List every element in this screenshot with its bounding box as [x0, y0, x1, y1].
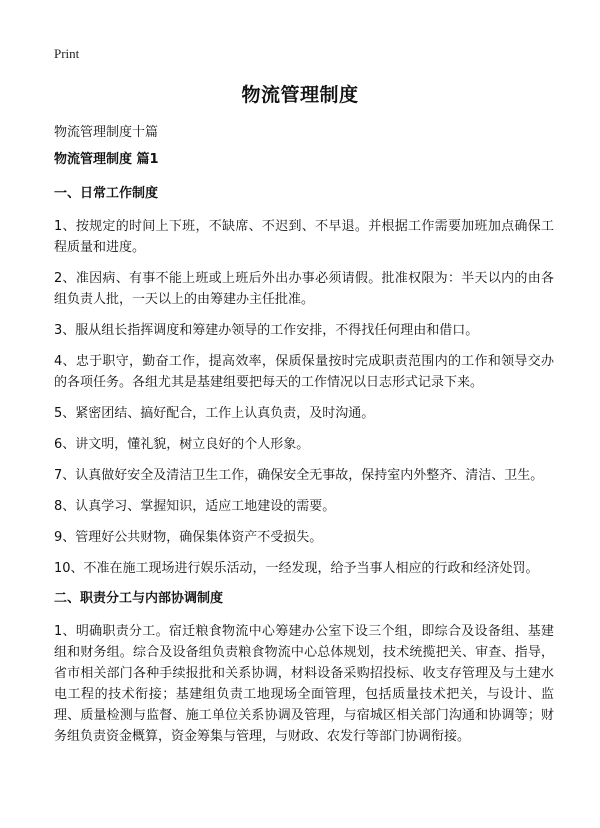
rule-item-3: 3、服从组长指挥调度和筹建办领导的工作安排，不得找任何理由和借口。 [54, 323, 479, 338]
document-subtitle: 物流管理制度十篇 [54, 125, 159, 140]
rule-item-9: 9、管理好公共财物，确保集体资产不受损失。 [54, 530, 323, 545]
rule-item-6: 6、讲文明，懂礼貌，树立良好的个人形象。 [54, 437, 310, 452]
rule-item-5: 5、紧密团结、搞好配合，工作上认真负责，及时沟通。 [54, 406, 375, 421]
article-body [54, 150, 554, 757]
rule-item-8: 8、认真学习、掌握知识，适应工地建设的需要。 [54, 499, 336, 514]
rule-item-2: 2、准因病、有事不能上班或上班后外出办事必须请假。批准权限为：半天以内的由各组负责人批，一天以上的由筹建办主任批准。 [54, 271, 554, 307]
section-heading-daily-work: 一、日常工作制度 [54, 186, 159, 201]
section-heading-responsibilities: 二、职责分工与内部协调制度 [54, 591, 224, 606]
page-title: 物流管理制度 [241, 84, 359, 106]
rule-item-4: 4、忠于职守，勤奋工作，提高效率，保质保量按时完成职责范围内的工作和领导交办的各项任务。各组尤其是基建组要把每天的工作情况以日志形式记录下来。 [54, 354, 554, 390]
article-heading: 物流管理制度 篇1 [54, 152, 159, 167]
rule-item-10: 10、不准在施工现场进行娱乐活动，一经发现，给予当事人相应的行政和经济处罚。 [54, 561, 539, 576]
print-link[interactable]: Print [54, 46, 80, 61]
responsibility-item-1: 1、明确职责分工。宿迁粮食物流中心筹建办公室下设三个组，即综合及设备组、基建组和财务组。综合及设备组负责粮食物流中心总体规划，技术统揽把关、审查、指导，省市相关部门各种手续报批和关系协调，材料设备采购招投标、收支存管理及与土建水电工程的技术衔接；基建组负责工地现场全面管理，包括质量技术把关，与设计、监理、质量检测与监督、施工单位关系协调及管理，与宿城区相关部门沟通和协调等；财务组负责资金概算，资金筹集与管理，与财政、农发行等部门协调衔接。 [54, 624, 554, 744]
rule-item-7: 7、认真做好安全及清洁卫生工作，确保安全无事故，保持室内外整齐、清洁、卫生。 [54, 468, 544, 483]
rule-item-1: 1、按规定的时间上下班，不缺席、不迟到、不早退。并根据工作需要加班加点确保工程质量和进度。 [54, 219, 554, 255]
